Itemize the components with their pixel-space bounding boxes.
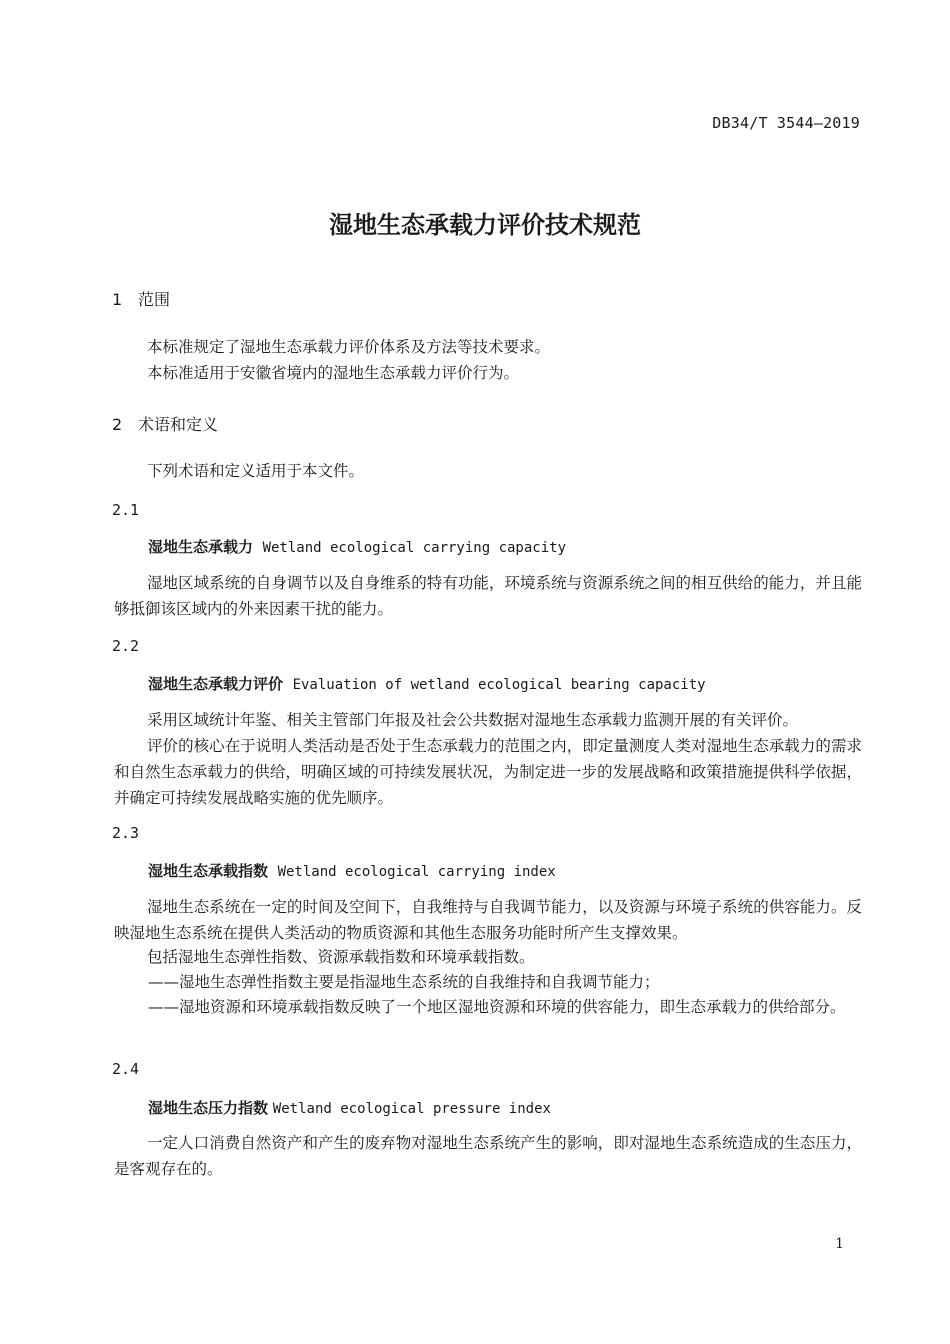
term-heading [148, 673, 706, 694]
section-number: 2 [112, 415, 123, 434]
list-item: ——湿地资源和环境承载指数反映了一个地区湿地资源和环境的供容能力，即生态承载力的供给部分。 [148, 998, 846, 1016]
list-item: ——湿地生态弹性指数主要是指湿地生态系统的自我维持和自我调节能力； [148, 973, 660, 991]
section-2-heading [112, 412, 218, 435]
section-number: 1 [112, 290, 123, 309]
paragraph: 本标准规定了湿地生态承载力评价体系及方法等技术要求。 [147, 338, 551, 356]
term-zh: 湿地生态承载力评价 [148, 675, 284, 693]
paragraph: 下列术语和定义适用于本文件。 [147, 462, 365, 480]
document-title: 湿地生态承载力评价技术规范 [329, 211, 641, 239]
term-heading [148, 860, 556, 881]
section-title: 术语和定义 [138, 415, 219, 434]
paragraph: 湿地生态系统在一定的时间及空间下，自我维持与自我调节能力，以及资源与环境子系统的供容能力。反映湿地生态系统在提供人类活动的物质资源和其他生态服务功能时所产生支撑效果。 [114, 898, 862, 942]
paragraph: 一定人口消费自然资产和产生的废弃物对湿地生态系统产生的影响，即对湿地生态系统造成的生态压力，是客观存在的。 [114, 1134, 862, 1178]
clause-number: 2.1 [112, 501, 140, 519]
clause-number: 2.2 [112, 637, 140, 655]
term-heading [148, 1097, 551, 1118]
paragraph: 评价的核心在于说明人类活动是否处于生态承载力的范围之内，即定量测度人类对湿地生态承载力的需求和自然生态承载力的供给，明确区域的可持续发展状况，为制定进一步的发展战略和政策措施提供科学依据，并确定可持续发展战略实施的优先顺序。 [114, 737, 862, 807]
page-number: 1 [835, 1236, 844, 1252]
term-en: Evaluation of wetland ecological bearing capacity [292, 677, 706, 693]
term-en: Wetland ecological carrying capacity [262, 540, 566, 556]
term-zh: 湿地生态压力指数 [148, 1099, 269, 1117]
term-en: Wetland ecological carrying index [277, 864, 556, 880]
standard-code: DB34/T 3544—2019 [712, 114, 860, 132]
paragraph: 湿地区域系统的自身调节以及自身维系的特有功能，环境系统与资源系统之间的相互供给的能力，并且能够抵御该区域内的外来因素干扰的能力。 [114, 574, 862, 618]
paragraph: 采用区域统计年鉴、相关主管部门年报及社会公共数据对湿地生态承载力监测开展的有关评价。 [147, 711, 799, 729]
term-heading [148, 536, 566, 557]
term-en: Wetland ecological pressure index [272, 1101, 551, 1117]
clause-number: 2.3 [112, 824, 140, 842]
term-zh: 湿地生态承载指数 [148, 862, 269, 880]
section-title: 范围 [138, 290, 171, 309]
term-zh: 湿地生态承载力 [148, 538, 254, 556]
paragraph: 包括湿地生态弹性指数、资源承载指数和环境承载指数。 [147, 948, 535, 966]
paragraph: 本标准适用于安徽省境内的湿地生态承载力评价行为。 [147, 364, 520, 382]
clause-number: 2.4 [112, 1060, 140, 1078]
section-1-heading [112, 287, 170, 310]
